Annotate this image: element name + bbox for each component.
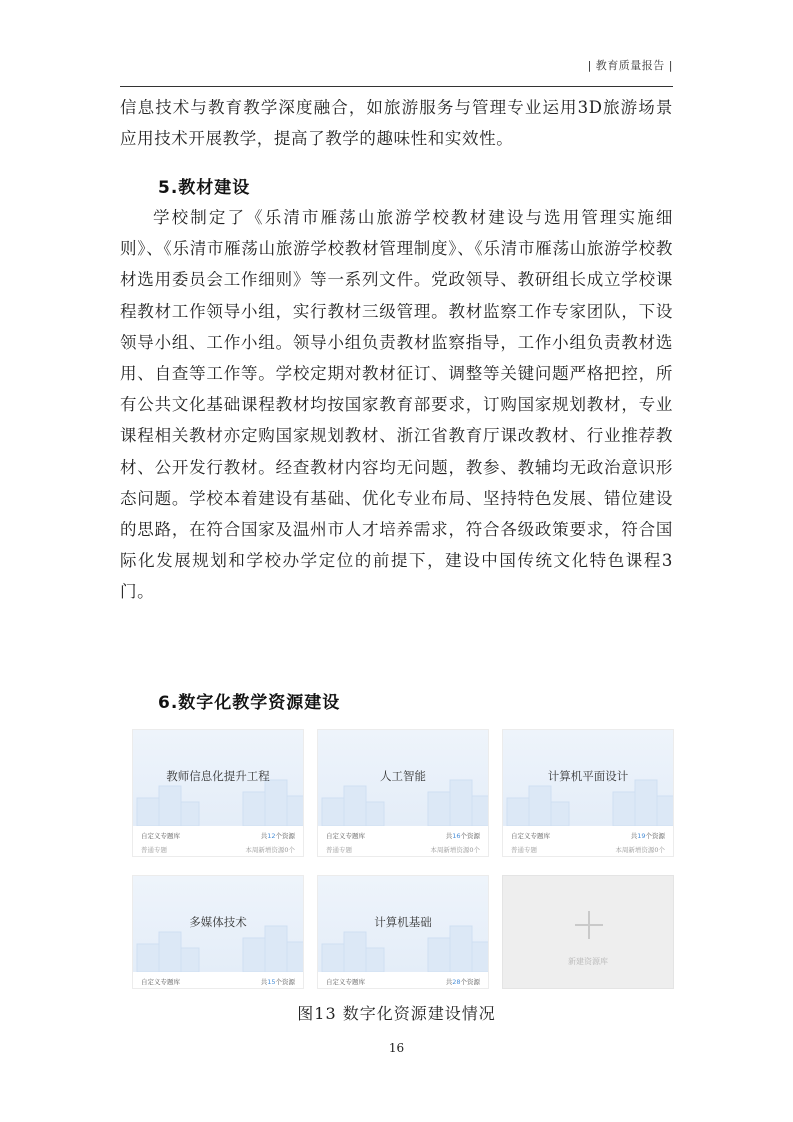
resource-count: 共16个资源 [445, 832, 480, 840]
resource-count: 共19个资源 [630, 832, 665, 840]
figure-caption: 图13 数字化资源建设情况 [297, 1004, 496, 1023]
library-type-label: 自定义专题库 [326, 832, 365, 840]
card-sub-row [141, 845, 295, 857]
library-type-label: 自定义专题库 [141, 978, 180, 986]
resource-card[interactable] [502, 729, 674, 857]
weekly-new-count: 本周新增资源0个 [245, 846, 295, 854]
card-title: 计算机基础 [374, 915, 432, 929]
new-library-label: 新建资源库 [568, 957, 608, 966]
section-heading-textbooks: 5.教材建设 [158, 178, 251, 198]
resource-count: 共12个资源 [260, 832, 295, 840]
card-meta-row [141, 977, 295, 989]
weekly-new-count: 本周新增资源0个 [615, 846, 665, 854]
weekly-new-count: 本周新增资源0个 [430, 846, 480, 854]
report-title-label: | 教育质量报告 | [587, 59, 673, 72]
resource-card[interactable] [317, 729, 489, 857]
card-title: 计算机平面设计 [547, 769, 629, 783]
paragraph-continued: 信息技术与教育教学深度融合，如旅游服务与管理专业运用3D旅游场景应用技术开展教学，提高了教学的趣味性和实效性。 [120, 98, 673, 149]
card-title: 人工智能 [380, 769, 426, 783]
library-subtype-label: 普通专题 [141, 846, 167, 854]
card-meta-row [326, 831, 480, 843]
new-library-button[interactable] [502, 875, 674, 989]
card-meta-row [326, 977, 480, 989]
card-meta-row [511, 831, 665, 843]
library-type-label: 自定义专题库 [326, 978, 365, 986]
resource-card[interactable] [132, 875, 304, 989]
card-sub-row [326, 845, 480, 857]
header-divider [120, 86, 673, 87]
section-heading-digital-resources: 6.数字化教学资源建设 [158, 693, 341, 713]
library-subtype-label: 普通专题 [326, 846, 352, 854]
library-subtype-label: 普通专题 [511, 846, 537, 854]
resource-count: 共28个资源 [445, 978, 480, 986]
page-number: 16 [388, 1041, 405, 1055]
card-sub-row [511, 845, 665, 857]
resource-count: 共15个资源 [260, 978, 295, 986]
resource-library-grid [130, 727, 675, 989]
card-title: 多媒体技术 [189, 915, 247, 929]
resource-card[interactable] [132, 729, 304, 857]
card-meta-row [141, 831, 295, 843]
library-type-label: 自定义专题库 [141, 832, 180, 840]
paragraph-textbooks: 学校制定了《乐清市雁荡山旅游学校教材建设与选用管理实施细则》、《乐清市雁荡山旅游学校教材管理制度》、《乐清市雁荡山旅游学校教材选用委员会工作细则》等一系列文件。党政领导、教研组长成立学校课程教材工作领导小组，实行教材三级管理。教材监察工作专家团队，下设领导小组、工作小组。领导小组负责教材监察指导，工作小组负责教材选用、自查等工作等。学校定期对教材征订、调整等关键问题严格把控，所有公共文化基础课程教材均按国家教育部要求，订购国家规划教材，专业课程相关教材亦定购国家规划教材、浙江省教育厅课改教材、行业推荐教材、公开发行教材。经查教材内容均无问题，教参、教辅均无政治意识形态问题。学校本着建设有基础、优化专业布局、坚持特色发展、错位建设的思路，在符合国家及温州市人才培养需求，符合各级政策要求，符合国际化发展规划和学校办学定位的前提下，建设中国传统文化特色课程3门。 [120, 208, 673, 602]
card-title: 教师信息化提升工程 [166, 769, 270, 783]
library-type-label: 自定义专题库 [511, 832, 550, 840]
resource-card[interactable] [317, 875, 489, 989]
